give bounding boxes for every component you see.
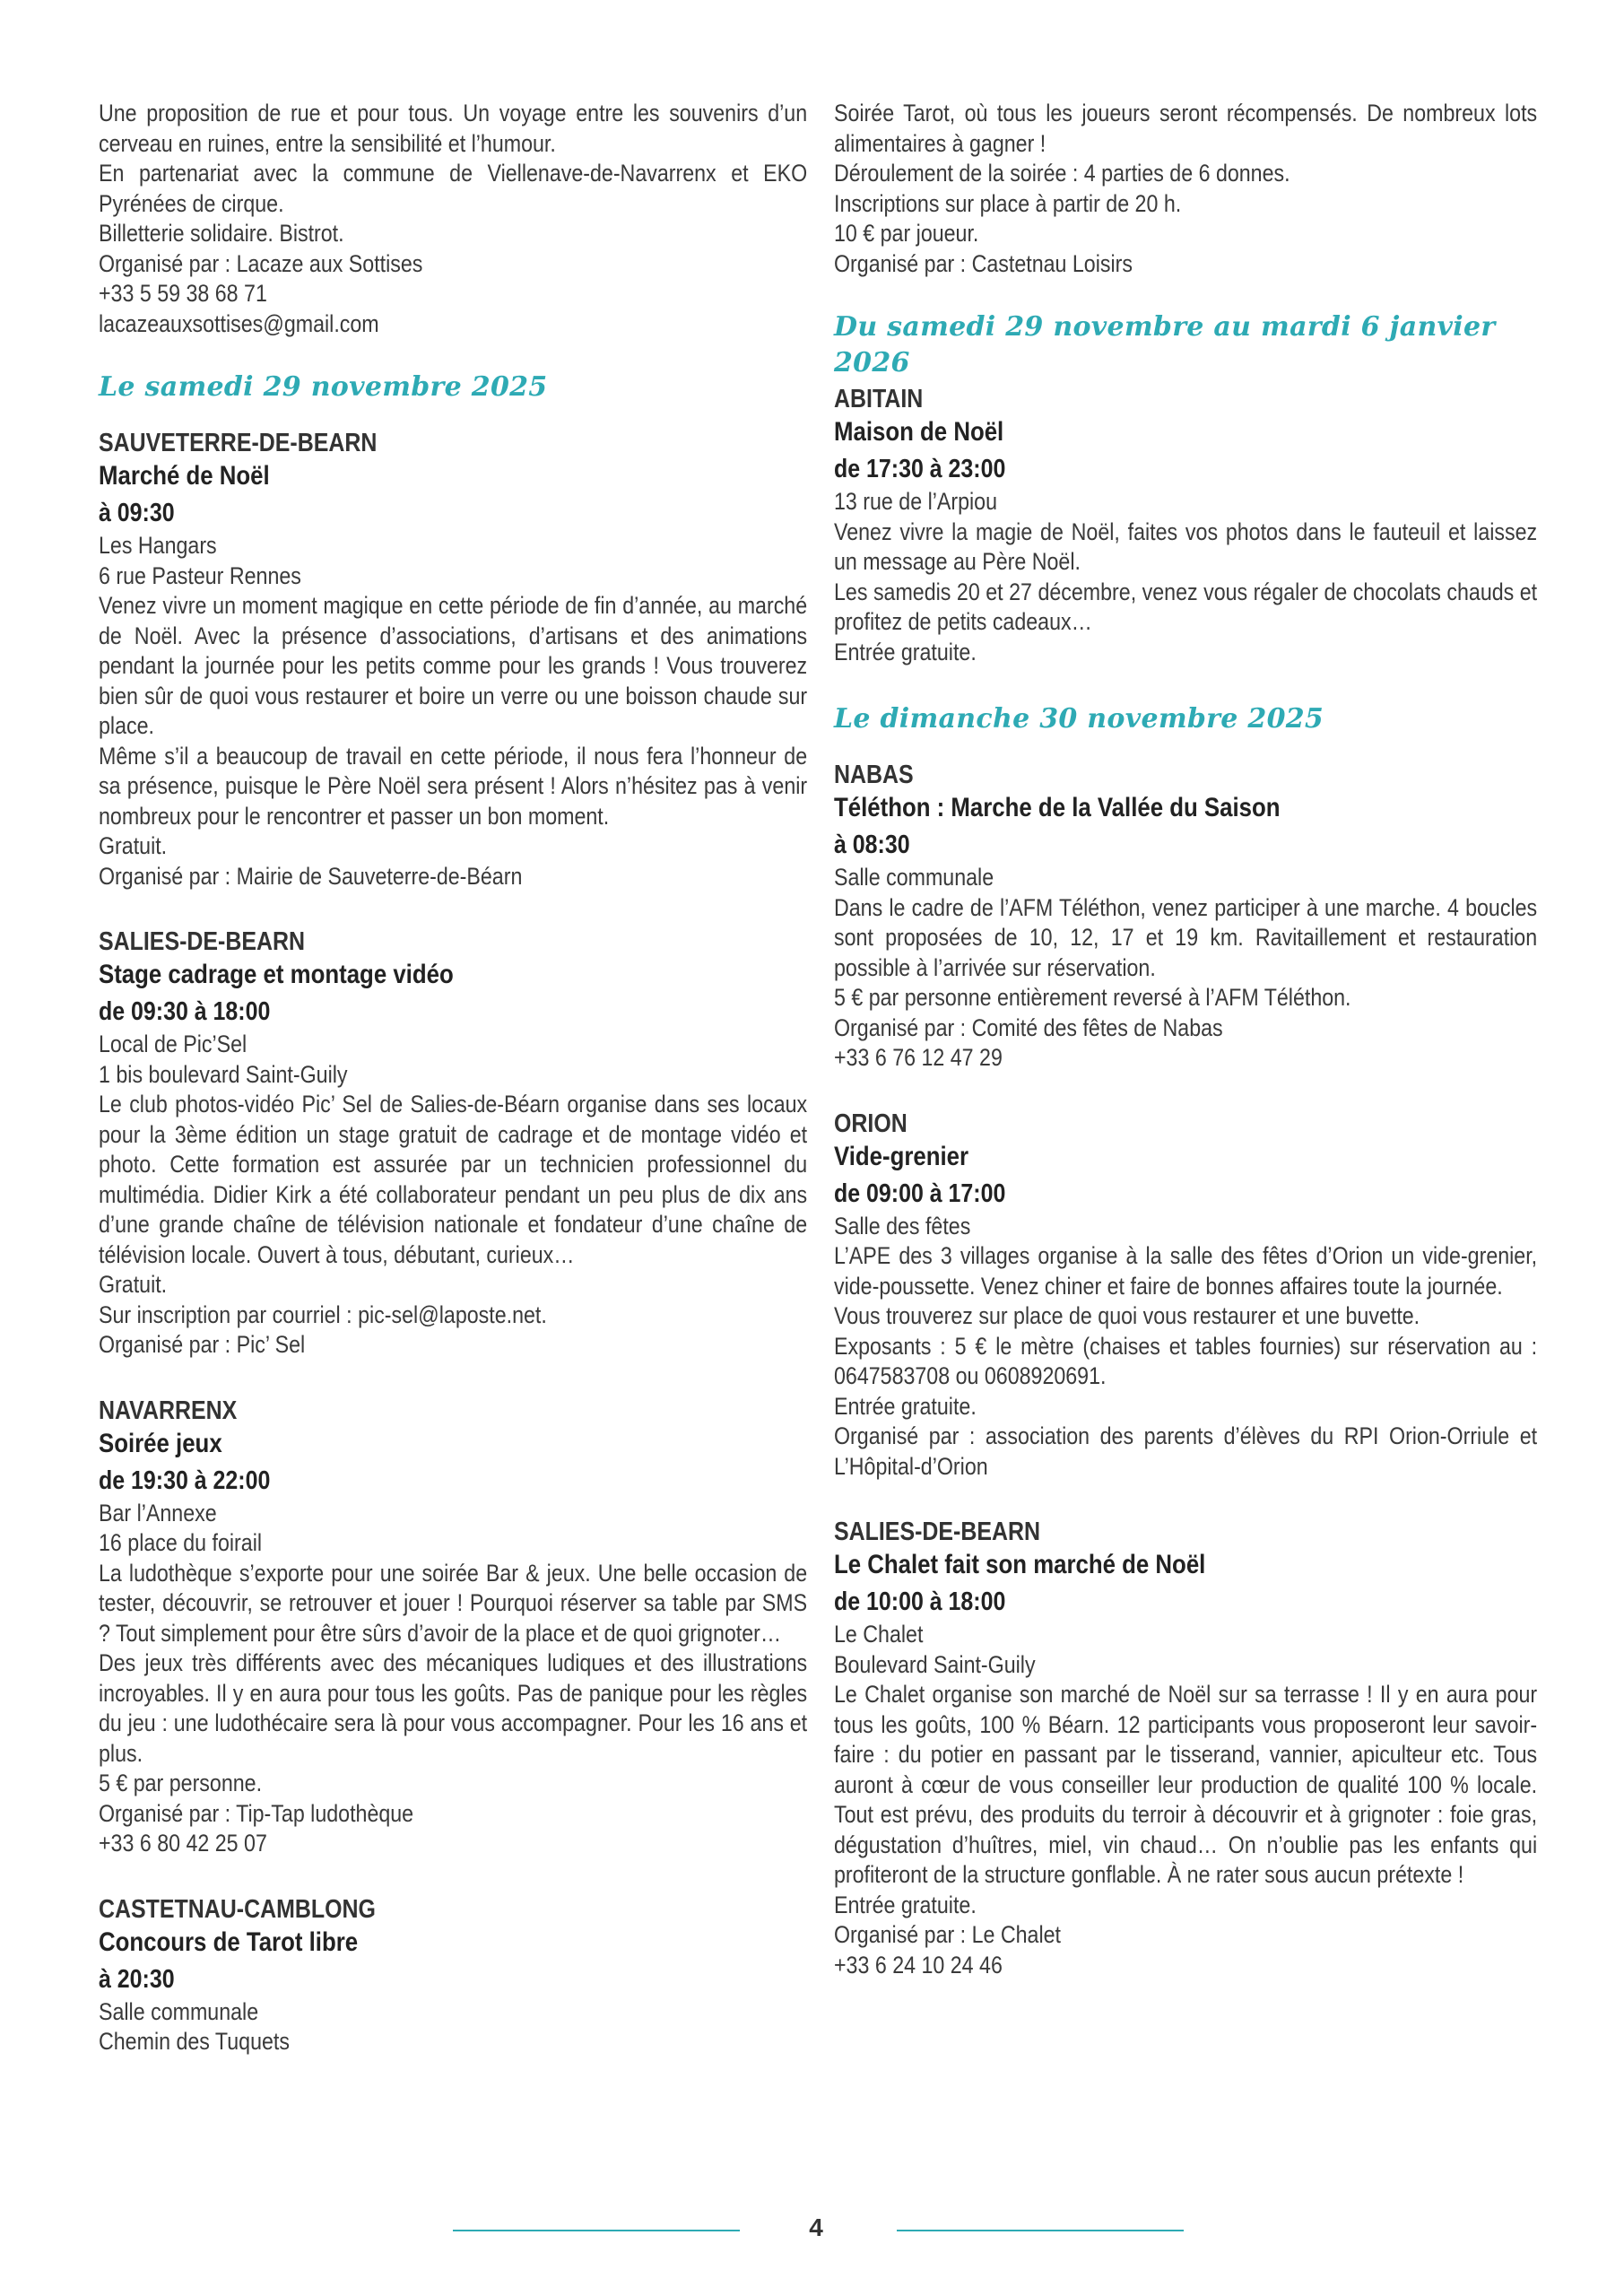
event-line: Exposants : 5 € le mètre (chaises et tables fournies) sur réservation au : 0647583708 ou 0608920691.: [834, 1332, 1538, 1389]
event-title: Concours de Tarot libre: [99, 1926, 359, 1957]
footer-divider-left: [453, 2230, 740, 2231]
paragraph: Organisé par : Lacaze aux Sottises: [99, 249, 423, 277]
event-time: de 17:30 à 23:00: [834, 455, 1006, 483]
event-line: +33 6 80 42 25 07: [99, 1830, 267, 1857]
right-column: [834, 99, 1537, 1980]
event-line: Les Hangars: [99, 532, 217, 559]
phone: +33 5 59 38 68 71: [99, 280, 267, 307]
event-line: 5 € par personne entièrement reversé à l’AFM Téléthon.: [834, 984, 1351, 1011]
event-line: L’APE des 3 villages organise à la salle des fêtes d’Orion un vide-grenier, vide-poussette. Venez chiner et faire de bonnes affaires toute la journée.: [834, 1242, 1538, 1300]
event-line: Des jeux très différents avec des mécaniques ludiques et des illustrations incroyables. Il y en aura pour tous les goûts. Pas de panique pour les règles du jeu : une ludothécaire sera là pour vous accompagner. Pour les 16 ans et plus.: [99, 1649, 808, 1767]
event-line: Organisé par : association des parents d’élèves du RPI Orion-Orriule et L’Hôpital-d’Orion: [834, 1422, 1538, 1480]
event-line: Boulevard Saint-Guily: [834, 1650, 1036, 1678]
event-line: Chemin des Tuquets: [99, 2028, 290, 2055]
event-town: CASTETNAU-CAMBLONG: [99, 1894, 376, 1924]
event-nabas: [834, 759, 1537, 1074]
event-title: Marché de Noël: [99, 461, 270, 491]
event-line: Vous trouverez sur place de quoi vous restaurer et une buvette.: [834, 1302, 1420, 1329]
event-line: Salle des fêtes: [834, 1212, 971, 1239]
event-town: NAVARRENX: [99, 1396, 238, 1425]
event-title: Soirée jeux: [99, 1428, 222, 1458]
event-time: à 20:30: [99, 1964, 175, 1994]
event-town: SAUVETERRE-DE-BEARN: [99, 429, 378, 457]
paragraph: Billetterie solidaire. Bistrot.: [99, 220, 344, 247]
event-line: Salle communale: [99, 1997, 259, 2025]
event-line: Organisé par : Pic’ Sel: [99, 1331, 306, 1358]
event-salies-chalet: [834, 1516, 1537, 1980]
event-time: à 09:30: [99, 499, 175, 527]
date-heading: Le dimanche 30 novembre 2025: [834, 703, 1324, 735]
event-town: NABAS: [834, 761, 914, 789]
event-town: ORION: [834, 1109, 908, 1138]
event-line: Local de Pic’Sel: [99, 1031, 248, 1057]
paragraph: 10 € par joueur.: [834, 220, 979, 247]
event-time: à 08:30: [834, 831, 910, 859]
date-heading: Du samedi 29 novembre au mardi 6 janvier 2026: [834, 311, 1496, 378]
intro-block: [834, 99, 1537, 279]
event-town: SALIES-DE-BEARN: [834, 1518, 1041, 1546]
event-line: Les samedis 20 et 27 décembre, venez vous régaler de chocolats chauds et profitez de petits cadeaux…: [834, 578, 1538, 635]
event-line: Le Chalet organise son marché de Noël sur sa terrasse ! Il y en aura pour tous les goûts, 100 % Béarn. 12 participants vous proposeront leur savoir-faire : du potier en passant par le tisserand, vannier, apiculteur etc. Tous auront à cœur de vous conseiller leur production de qualité 100 % locale. Tout est prévu, des produits du terroir à découvrir et à grignoter : foie gras, dégustation d’huîtres, miel, vin chaud… On n’oublie pas les enfants qui profiteront de la structure gonflable. À ne rater sous aucun prétexte !: [834, 1681, 1538, 1888]
event-line: +33 6 76 12 47 29: [834, 1044, 1003, 1071]
event-town: ABITAIN: [834, 385, 924, 413]
event-line: Bar l’Annexe: [99, 1499, 217, 1526]
paragraph: Soirée Tarot, où tous les joueurs seront récompensés. De nombreux lots alimentaires à gagner !: [834, 100, 1538, 157]
event-title: Téléthon : Marche de la Vallée du Saison: [834, 793, 1281, 822]
event-time: de 19:30 à 22:00: [99, 1465, 271, 1495]
paragraph: Inscriptions sur place à partir de 20 h.: [834, 189, 1182, 217]
event-line: Organisé par : Comité des fêtes de Nabas: [834, 1013, 1223, 1041]
paragraph: En partenariat avec la commune de Viellenave-de-Navarrenx et EKO Pyrénées de cirque.: [99, 160, 808, 217]
event-line: 1 bis boulevard Saint-Guily: [99, 1060, 348, 1088]
email: lacazeauxsottises@gmail.com: [99, 309, 379, 337]
event-time: de 09:00 à 17:00: [834, 1178, 1006, 1208]
intro-block: [99, 99, 807, 339]
event-line: Entrée gratuite.: [834, 1392, 977, 1420]
paragraph: Organisé par : Castetnau Loisirs: [834, 249, 1133, 277]
event-line: Organisé par : Mairie de Sauveterre-de-Béarn: [99, 862, 523, 890]
event-line: Salle communale: [834, 864, 994, 891]
event-line: Venez vivre un moment magique en cette période de fin d’année, au marché de Noël. Avec la présence d’associations, d’artisans et des animations pendant la journée pour les petits comme pour les grands ! Vous trouverez bien sûr de quoi vous restaurer et boire un verre ou une boisson chaude sur place.: [99, 592, 808, 739]
footer-divider-right: [897, 2230, 1184, 2231]
event-line: Le Chalet: [834, 1621, 924, 1648]
event-line: +33 6 24 10 24 46: [834, 1951, 1003, 1979]
event-castetnau: [99, 1893, 807, 2057]
event-time: de 10:00 à 18:00: [834, 1587, 1006, 1616]
event-line: 5 € par personne.: [99, 1770, 263, 1796]
event-line: Entrée gratuite.: [834, 1891, 977, 1918]
paragraph: Déroulement de la soirée : 4 parties de 6 donnes.: [834, 160, 1290, 187]
event-line: Venez vivre la magie de Noël, faites vos photos dans le fauteuil et laissez un message au Père Noël.: [834, 517, 1538, 575]
event-line: Dans le cadre de l’AFM Téléthon, venez participer à une marche. 4 boucles sont proposées de 10, 12, 17 et 19 km. Ravitaillement et restauration possible à l’arrivée sur réservation.: [834, 893, 1538, 981]
date-heading: Le samedi 29 novembre 2025: [99, 371, 548, 403]
event-line: Gratuit.: [99, 832, 168, 859]
event-title: Stage cadrage et montage vidéo: [99, 960, 454, 989]
event-line: Gratuit.: [99, 1271, 168, 1298]
event-orion: [834, 1108, 1537, 1483]
left-column: [99, 99, 807, 2057]
event-line: 6 rue Pasteur Rennes: [99, 561, 301, 589]
event-line: Entrée gratuite.: [834, 638, 977, 665]
event-title: Le Chalet fait son marché de Noël: [834, 1550, 1206, 1579]
event-title: Vide-grenier: [834, 1141, 969, 1171]
event-salies-video: [99, 926, 807, 1361]
event-town: SALIES-DE-BEARN: [99, 927, 306, 956]
event-line: 13 rue de l’Arpiou: [834, 488, 998, 515]
event-line: La ludothèque s’exporte pour une soirée Bar & jeux. Une belle occasion de tester, découvrir, se retrouver et jouer ! Pourquoi réserver sa table par SMS ? Tout simplement pour être sûrs d’avoir de la place et de quoi grignoter…: [99, 1559, 808, 1647]
event-line: Le club photos-vidéo Pic’ Sel de Salies-de-Béarn organise dans ses locaux pour la 3ème édition un stage gratuit de cadrage et de montage vidéo et photo. Cette formation est assurée par un technicien professionnel du multimédia. Didier Kirk a été collaborateur pendant un peu plus de dix ans d’une grande chaîne de télévision nationale et fondateur d’une chaîne de télévision locale. Ouvert à tous, débutant, curieux…: [99, 1091, 808, 1268]
event-sauveterre: [99, 427, 807, 891]
event-time: de 09:30 à 18:00: [99, 997, 271, 1026]
event-line: Même s’il a beaucoup de travail en cette période, il nous fera l’honneur de sa présence, puisque le Père Noël sera présent ! Alors n’hésitez pas à venir nombreux pour le rencontrer et passer un bon moment.: [99, 742, 808, 830]
event-line: 16 place du foirail: [99, 1529, 263, 1556]
event-line: Sur inscription par courriel : pic-sel@laposte.net.: [99, 1300, 547, 1328]
event-abitain: [834, 383, 1537, 667]
paragraph: Une proposition de rue et pour tous. Un voyage entre les souvenirs d’un cerveau en ruines, entre la sensibilité et l’humour.: [99, 100, 808, 157]
event-navarrenx: [99, 1395, 807, 1859]
page-number: 4: [809, 2213, 823, 2241]
event-title: Maison de Noël: [834, 417, 1004, 447]
event-line: Organisé par : Le Chalet: [834, 1921, 1061, 1948]
event-line: Organisé par : Tip-Tap ludothèque: [99, 1799, 414, 1827]
